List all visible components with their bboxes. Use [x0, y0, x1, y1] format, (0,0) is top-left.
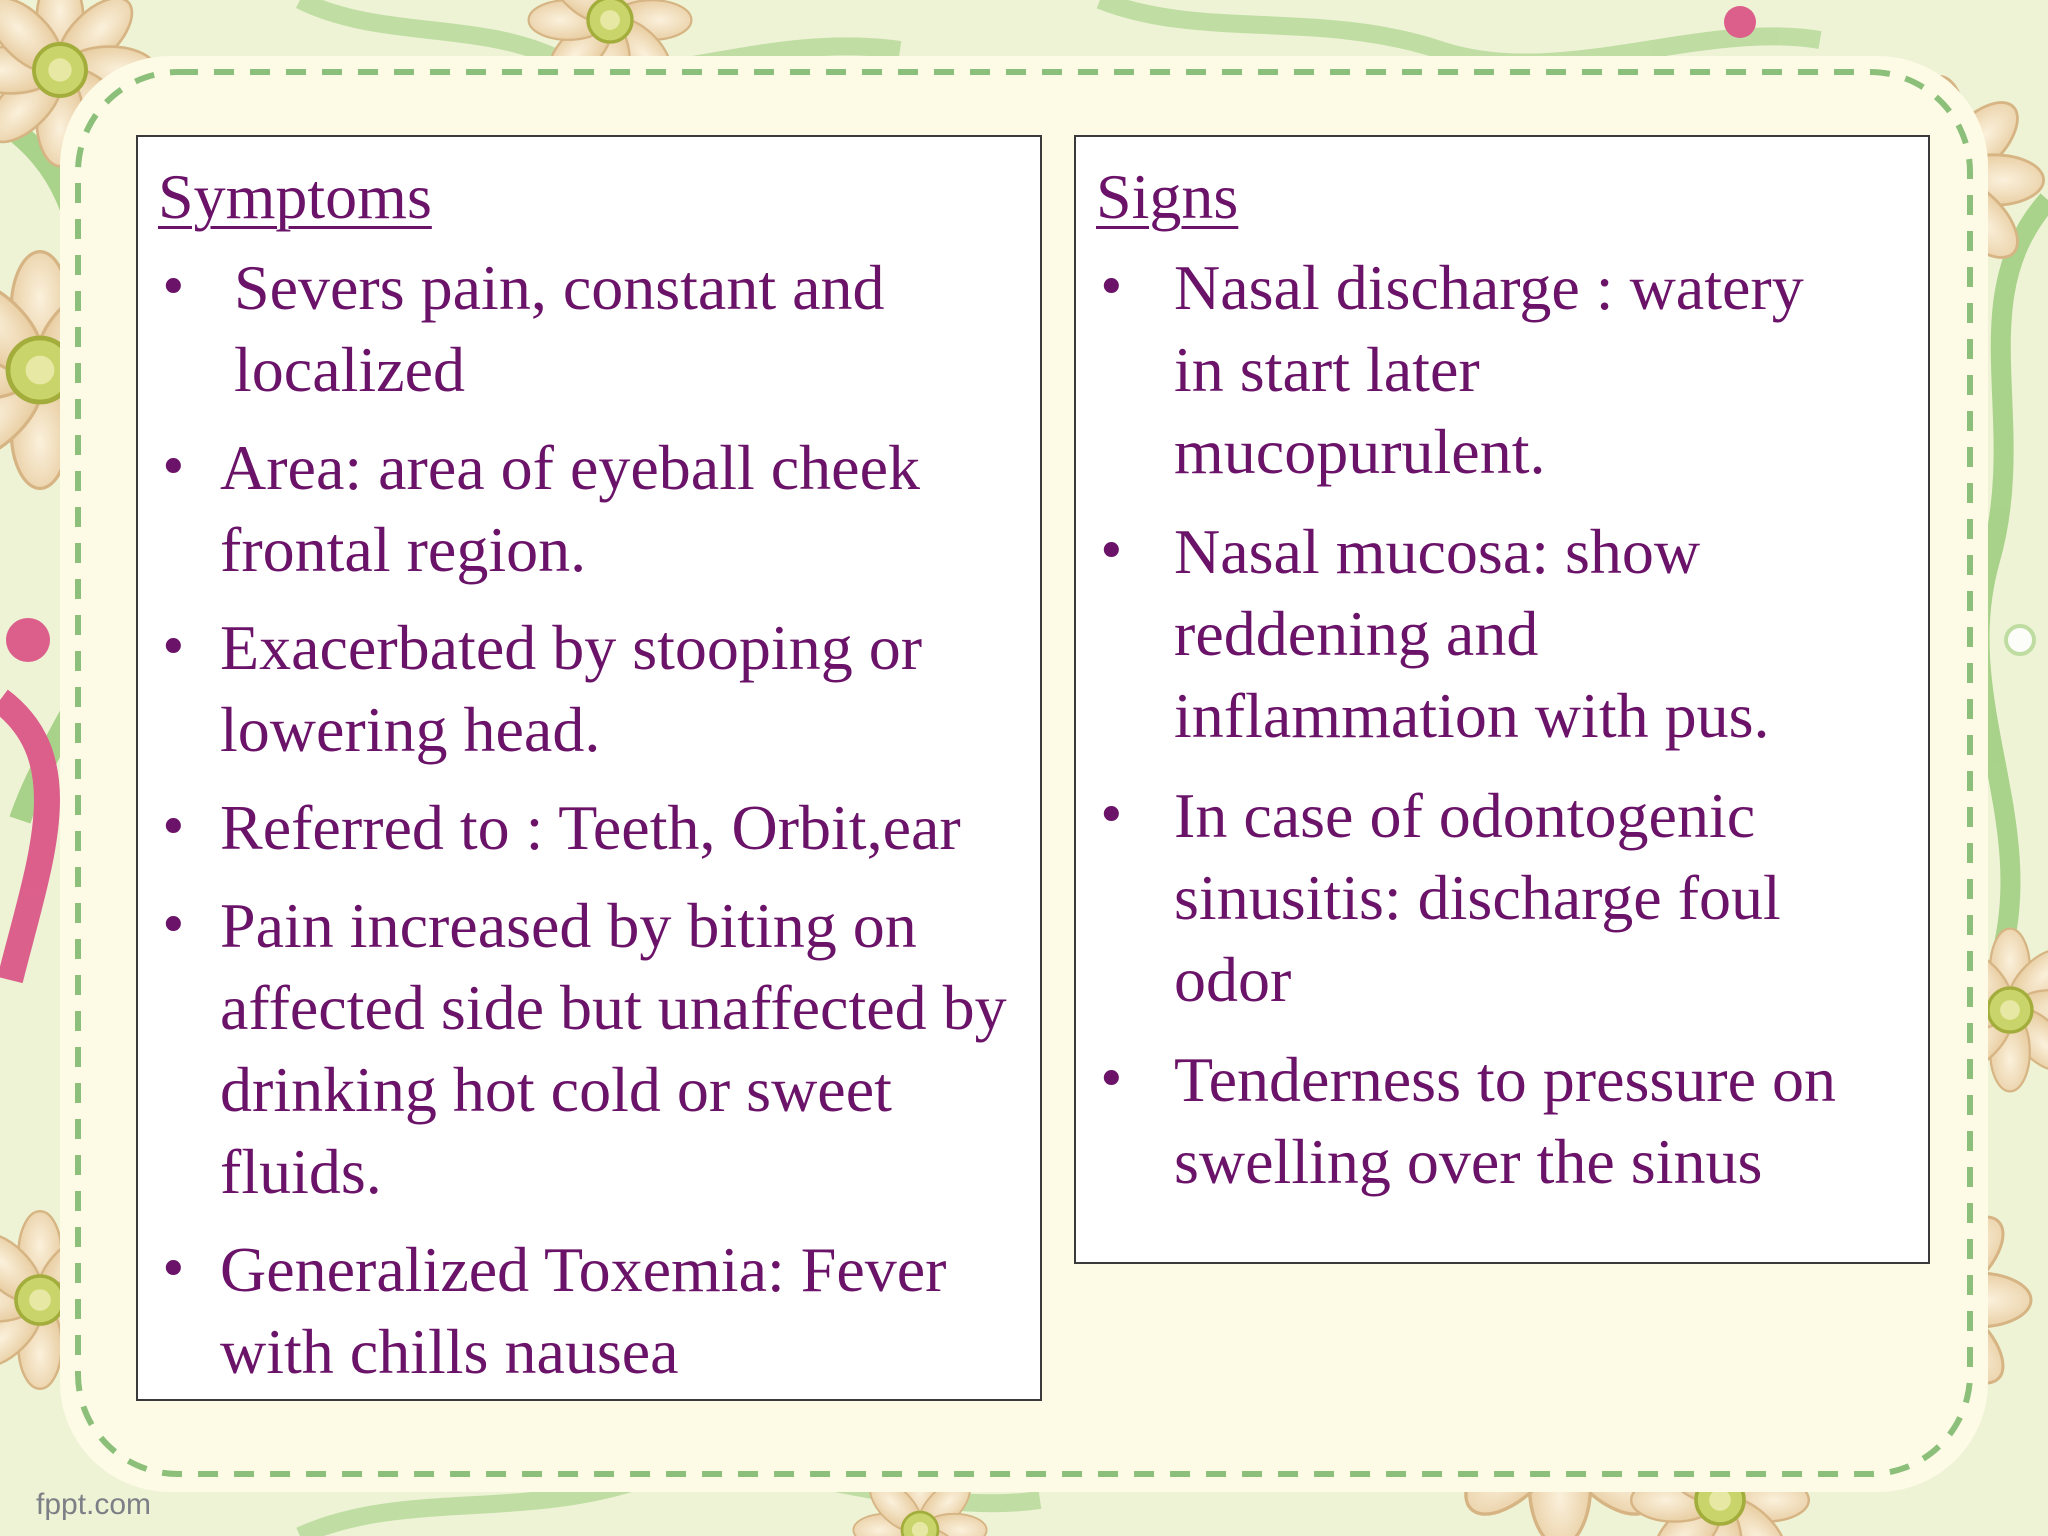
- bullet-icon: •: [1096, 1050, 1127, 1110]
- watermark-text: fppt.com: [36, 1488, 152, 1521]
- bullet-icon: •: [158, 798, 189, 858]
- bullet-icon: •: [1096, 258, 1127, 318]
- list-item: • In case of odontogenic sinusitis: discharge foul odor: [1096, 775, 1926, 1021]
- bullet-icon: •: [1096, 786, 1127, 846]
- bullet-icon: •: [158, 896, 189, 956]
- list-item: • Nasal discharge : watery in start later mucopurulent.: [1096, 247, 1926, 493]
- list-item: • Area: area of eyeball cheek frontal region.: [158, 427, 1038, 591]
- list-item: • Referred to : Teeth, Orbit,ear: [158, 787, 1038, 869]
- bullet-icon: •: [158, 1240, 189, 1300]
- signs-list: [1096, 247, 1926, 1221]
- bullet-icon: •: [158, 258, 189, 318]
- signs-panel: [1074, 135, 1930, 1264]
- bullet-icon: •: [158, 438, 189, 498]
- list-item: • Exacerbated by stooping or lowering head.: [158, 607, 1038, 771]
- symptoms-list: [158, 247, 1038, 1409]
- symptoms-heading: Symptoms: [158, 161, 432, 232]
- signs-heading: Signs: [1096, 161, 1239, 232]
- list-item: • Nasal mucosa: show reddening and inflammation with pus.: [1096, 511, 1926, 757]
- list-item: • Generalized Toxemia: Fever with chills nausea: [158, 1229, 1038, 1393]
- list-item: • Tenderness to pressure on swelling over the sinus: [1096, 1039, 1926, 1203]
- bullet-icon: •: [158, 618, 189, 678]
- bullet-icon: •: [1096, 522, 1127, 582]
- symptoms-panel: [136, 135, 1042, 1401]
- list-item: • Pain increased by biting on affected side but unaffected by drinking hot cold or sweet fluids.: [158, 885, 1038, 1213]
- list-item: • Severs pain, constant and localized: [158, 247, 1038, 411]
